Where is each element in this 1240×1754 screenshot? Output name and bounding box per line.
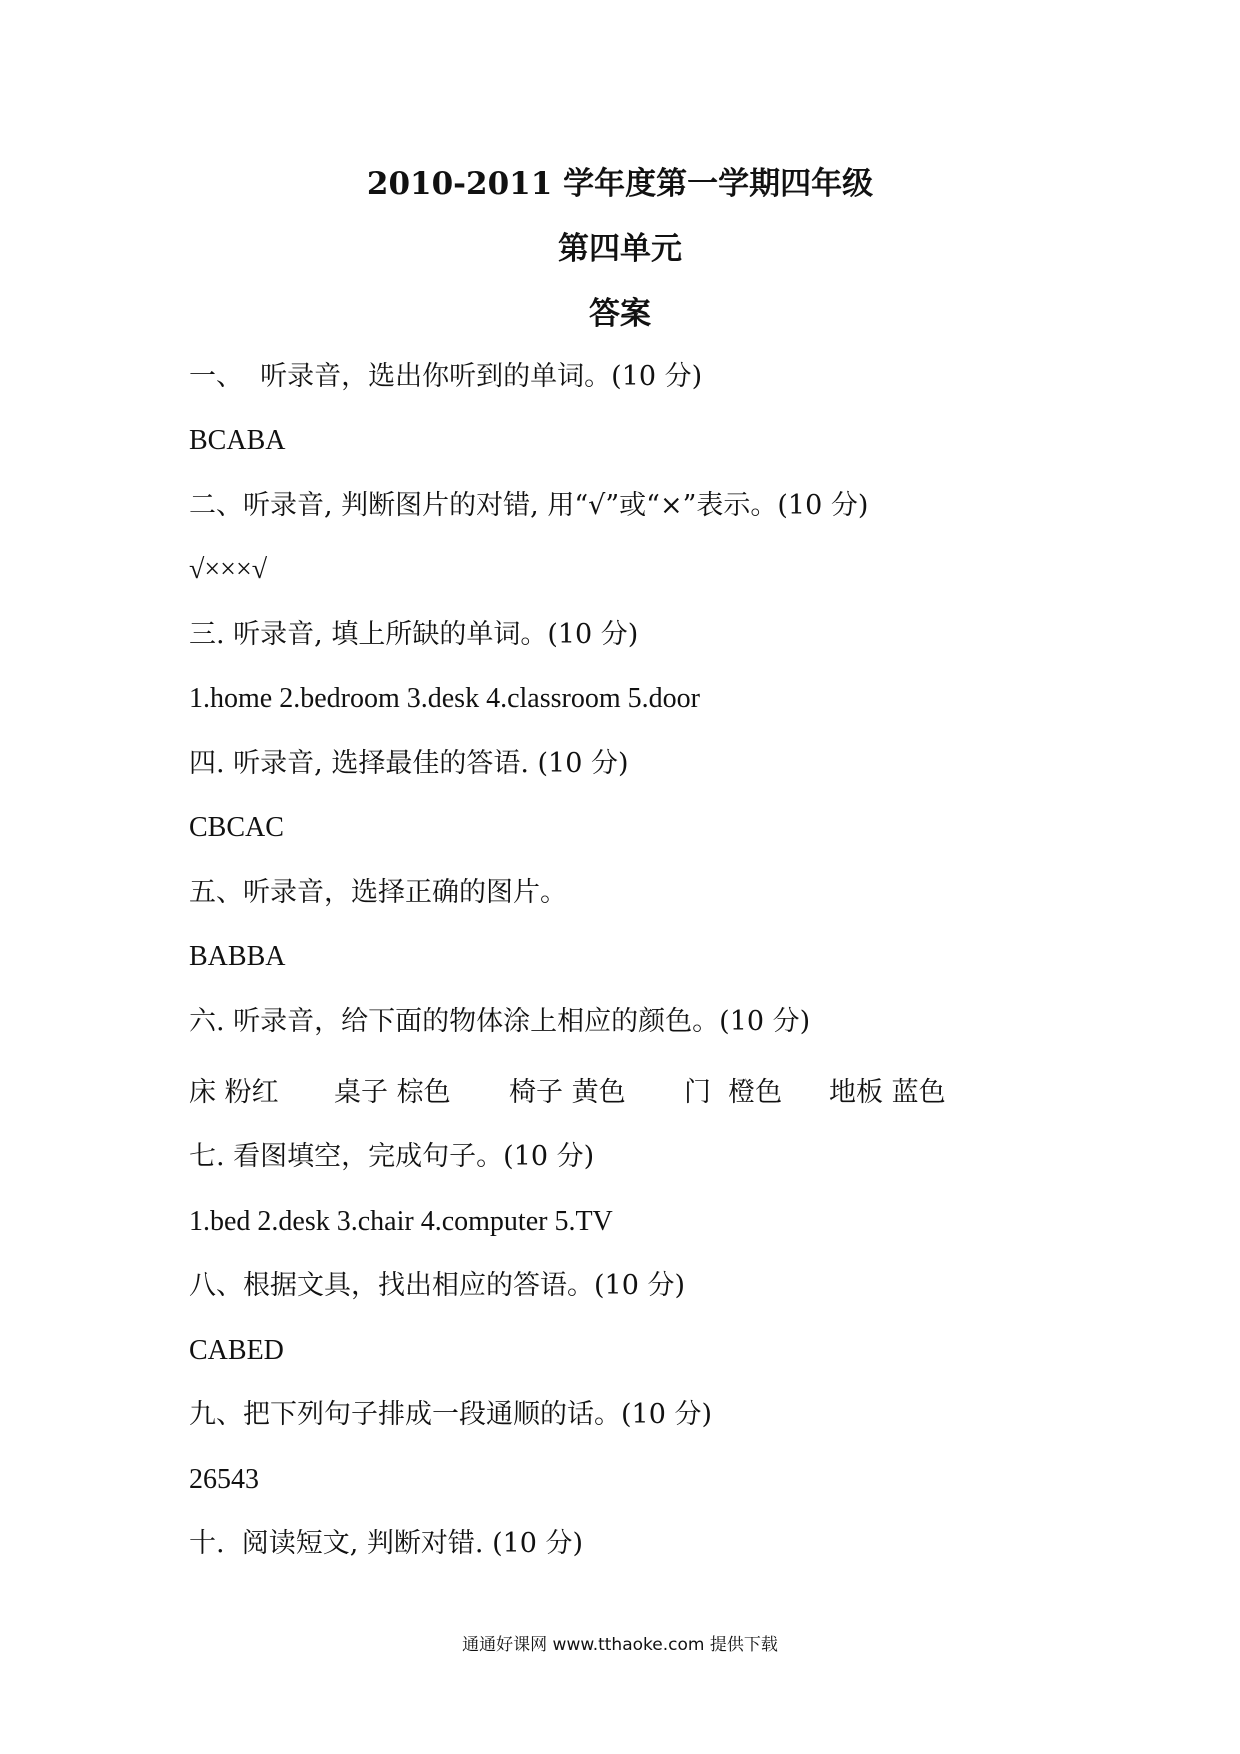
- section-4-answer: CBCAC: [189, 812, 284, 843]
- section-6-answers: [189, 1075, 1089, 1111]
- color-answer-desk: 桌子 棕色: [334, 1077, 451, 1108]
- section-8-heading: 八、根据文具，找出相应的答语。(10 分): [189, 1270, 686, 1301]
- section-5-heading: 五、听录音，选择正确的图片。: [189, 877, 567, 908]
- section-9-heading: 九、把下列句子排成一段通顺的话。(10 分): [189, 1399, 713, 1430]
- section-4-heading: 四. 听录音, 选择最佳的答语. (10 分): [189, 748, 629, 779]
- section-7-answer: 1.bed 2.desk 3.chair 4.computer 5.TV: [189, 1206, 613, 1237]
- section-2-answer: √×××√: [189, 554, 268, 585]
- section-6-heading: 六. 听录音，给下面的物体涂上相应的颜色。(10 分): [189, 1006, 811, 1037]
- section-9-answer: 26543: [189, 1464, 259, 1495]
- footer-credit: 通通好课网 www.tthaoke.com 提供下载: [462, 1635, 778, 1655]
- section-3-answer: 1.home 2.bedroom 3.desk 4.classroom 5.door: [189, 683, 700, 714]
- section-7-heading: 七. 看图填空，完成句子。(10 分): [189, 1141, 595, 1172]
- section-10-heading: 十. 阅读短文, 判断对错. (10 分): [189, 1528, 584, 1559]
- section-5-answer: BABBA: [189, 941, 286, 972]
- color-answer-bed: 床 粉红: [189, 1077, 279, 1108]
- document-title: 2010-2011 学年度第一学期四年级: [366, 166, 874, 202]
- section-8-answer: CABED: [189, 1335, 284, 1366]
- section-2-heading: 二、听录音, 判断图片的对错, 用“√”或“×”表示。(10 分): [189, 490, 869, 521]
- color-answer-floor: 地板 蓝色: [829, 1077, 946, 1108]
- section-1-answer: BCABA: [189, 425, 286, 456]
- color-answer-door: 门 橙色: [684, 1077, 783, 1108]
- section-1-heading: 一、 听录音，选出你听到的单词。(10 分): [189, 361, 703, 392]
- color-answer-chair: 椅子 黄色: [509, 1077, 626, 1108]
- answer-subtitle: 答案: [589, 296, 651, 332]
- unit-title: 第四单元: [558, 231, 682, 267]
- section-3-heading: 三. 听录音, 填上所缺的单词。(10 分): [189, 619, 639, 650]
